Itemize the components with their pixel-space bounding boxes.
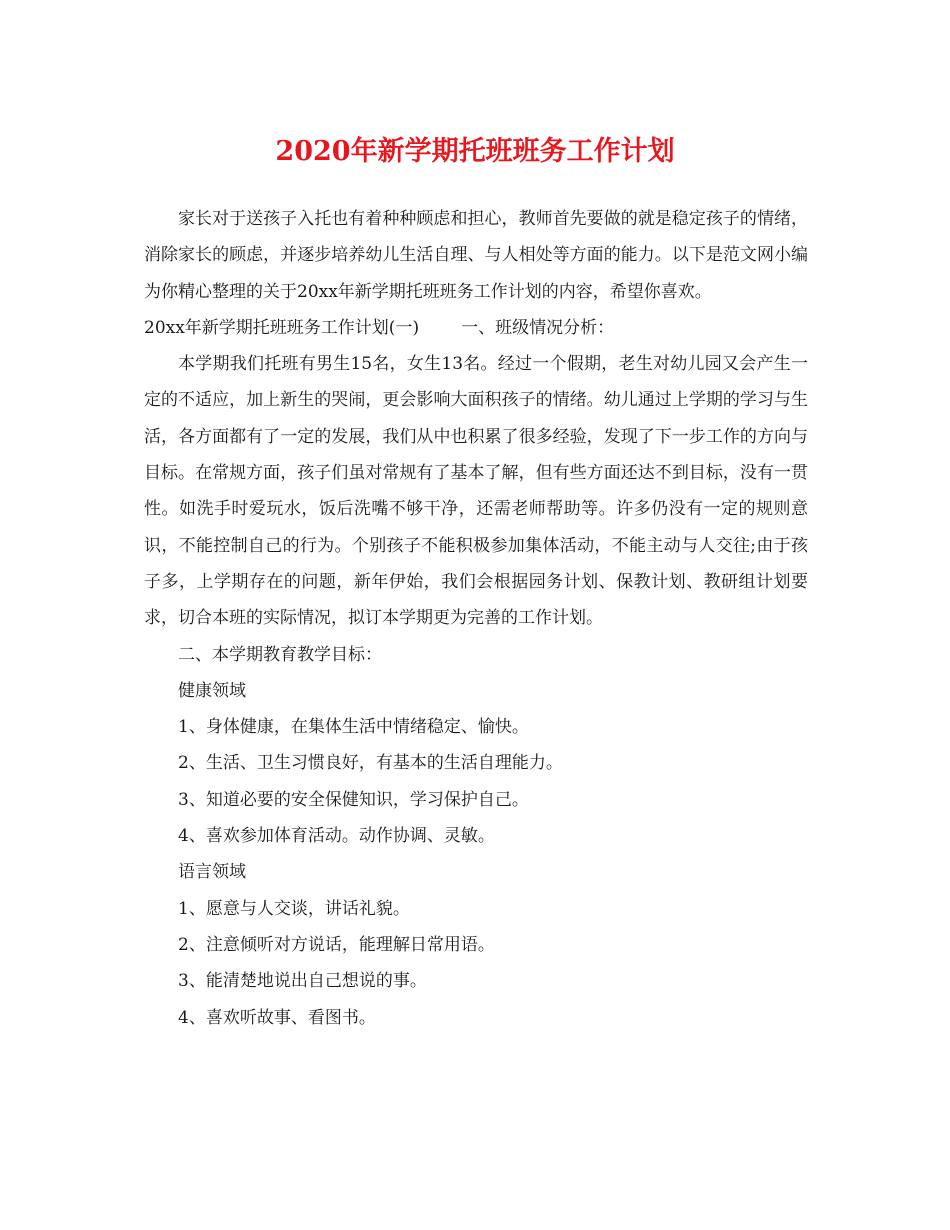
language-item: 2、注意倾听对方说话，能理解日常用语。 (178, 934, 495, 955)
document-title: 2020年新学期托班班务工作计划 (275, 136, 675, 167)
health-domain-label: 健康领域 (178, 680, 246, 701)
plan-heading: 20xx年新学期托班班务工作计划(一) (144, 317, 420, 338)
health-item: 4、喜欢参加体育活动。动作协调、灵敏。 (178, 826, 495, 847)
plan-heading-line (144, 310, 808, 346)
health-item: 1、身体健康，在集体生活中情绪稳定、愉快。 (178, 717, 529, 738)
intro-paragraph: 家长对于送孩子入托也有着种种顾虑和担心，教师首先要做的就是稳定孩子的情绪，消除家长的顾虑，并逐步培养幼儿生活自理、与人相处等方面的能力。以下是范文网小编为你精心整理的关于20xx年新学期托班班务工作计划的内容，希望你喜欢。 (144, 209, 808, 302)
health-item: 3、知道必要的安全保健知识，学习保护自己。 (178, 789, 529, 810)
language-item: 1、愿意与人交谈，讲话礼貌。 (178, 898, 410, 919)
section-1-heading: 一、班级情况分析： (461, 317, 615, 338)
language-domain-label: 语言领域 (178, 862, 246, 883)
section-2-heading: 二、本学期教育教学目标： (178, 644, 382, 665)
document-body (144, 201, 808, 1036)
section-1-paragraph: 本学期我们托班有男生15名，女生13名。经过一个假期，老生对幼儿园又会产生一定的不适应，加上新生的哭闹，更会影响大面积孩子的情绪。幼儿通过上学期的学习与生活，各方面都有了一定的发展，我们从中也积累了很多经验，发现了下一步工作的方向与目标。在常规方面，孩子们虽对常规有了基本了解，但有些方面还达不到目标，没有一贯性。如洗手时爱玩水，饭后洗嘴不够干净，还需老师帮助等。许多仍没有一定的规则意识，不能控制自己的行为。个别孩子不能积极参加集体活动，不能主动与人交往;由于孩子多，上学期存在的问题，新年伊始，我们会根据园务计划、保教计划、教研组计划要求，切合本班的实际情况，拟订本学期更为完善的工作计划。 (144, 354, 808, 629)
language-item: 3、能清楚地说出自己想说的事。 (178, 971, 427, 992)
language-item: 4、喜欢听故事、看图书。 (178, 1007, 376, 1028)
health-item: 2、生活、卫生习惯良好，有基本的生活自理能力。 (178, 753, 563, 774)
